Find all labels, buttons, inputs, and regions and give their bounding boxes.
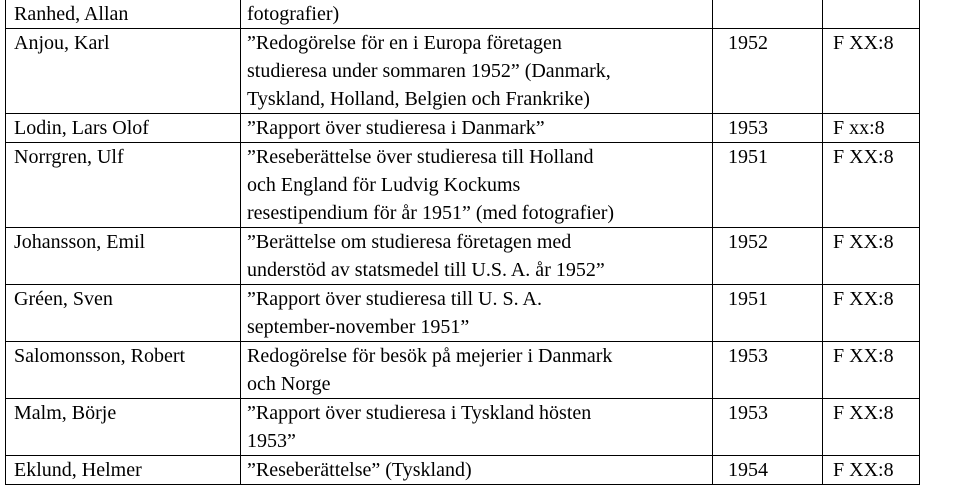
author-cell: Lodin, Lars Olof xyxy=(6,114,241,143)
table-row xyxy=(6,228,920,285)
title-line: ”Redogörelse för en i Europa företagen xyxy=(247,32,562,54)
archive-ref-cell: F XX:8 xyxy=(823,285,920,342)
table-row xyxy=(6,399,920,456)
title-cell xyxy=(241,456,713,485)
title-line: ”Rapport över studieresa i Danmark” xyxy=(247,117,545,139)
table-row xyxy=(6,114,920,143)
archive-ref-cell: F XX:8 xyxy=(823,143,920,228)
title-line: 1953” xyxy=(247,430,296,452)
title-cell xyxy=(241,114,713,143)
title-line: resestipendium för år 1951” (med fotografier) xyxy=(247,202,615,224)
title-line: ”Berättelse om studieresa företagen med xyxy=(247,231,572,253)
author-cell: Norrgren, Ulf xyxy=(6,143,241,228)
year-cell: 1953 xyxy=(713,114,823,143)
title-line: ”Rapport över studieresa till U. S. A. xyxy=(247,288,542,310)
table-row xyxy=(6,342,920,399)
title-line: och Norge xyxy=(247,373,331,395)
author-cell: Malm, Börje xyxy=(6,399,241,456)
title-cell xyxy=(241,29,713,114)
year-cell: 1952 xyxy=(713,29,823,114)
title-cell xyxy=(241,143,713,228)
year-cell: 1951 xyxy=(713,285,823,342)
author-cell: Salomonsson, Robert xyxy=(6,342,241,399)
archive-ref-cell: F xx:8 xyxy=(823,114,920,143)
table-row xyxy=(6,285,920,342)
records-table xyxy=(5,0,920,485)
title-cell xyxy=(241,342,713,399)
archive-ref-cell: F XX:8 xyxy=(823,456,920,485)
title-line: fotografier) xyxy=(247,3,340,25)
title-line: och England för Ludvig Kockums xyxy=(247,174,521,196)
title-line: Redogörelse för besök på mejerier i Danmark xyxy=(247,345,613,367)
title-cell xyxy=(241,0,713,29)
author-cell: Gréen, Sven xyxy=(6,285,241,342)
year-cell: 1953 xyxy=(713,342,823,399)
table-row xyxy=(6,456,920,485)
table-row xyxy=(6,143,920,228)
year-cell xyxy=(713,0,823,29)
title-line: ”Reseberättelse över studieresa till Holland xyxy=(247,146,594,168)
archive-ref-cell: F XX:8 xyxy=(823,399,920,456)
title-cell xyxy=(241,285,713,342)
title-cell xyxy=(241,399,713,456)
title-line: september-november 1951” xyxy=(247,316,470,338)
year-cell: 1953 xyxy=(713,399,823,456)
archive-ref-cell xyxy=(823,0,920,29)
title-line: Tyskland, Holland, Belgien och Frankrike) xyxy=(247,88,590,110)
archive-ref-cell: F XX:8 xyxy=(823,29,920,114)
archive-ref-cell: F XX:8 xyxy=(823,342,920,399)
table-row xyxy=(6,29,920,114)
archive-ref-cell: F XX:8 xyxy=(823,228,920,285)
title-line: studieresa under sommaren 1952” (Danmark, xyxy=(247,60,611,82)
title-line: ”Rapport över studieresa i Tyskland hösten xyxy=(247,402,592,424)
year-cell: 1952 xyxy=(713,228,823,285)
author-cell: Anjou, Karl xyxy=(6,29,241,114)
title-cell xyxy=(241,228,713,285)
author-cell: Eklund, Helmer xyxy=(6,456,241,485)
title-line: understöd av statsmedel till U.S. A. år 1952” xyxy=(247,259,605,281)
table-row xyxy=(6,0,920,29)
year-cell: 1954 xyxy=(713,456,823,485)
author-cell: Johansson, Emil xyxy=(6,228,241,285)
author-cell: Ranhed, Allan xyxy=(6,0,241,29)
title-line: ”Reseberättelse” (Tyskland) xyxy=(247,459,472,481)
year-cell: 1951 xyxy=(713,143,823,228)
